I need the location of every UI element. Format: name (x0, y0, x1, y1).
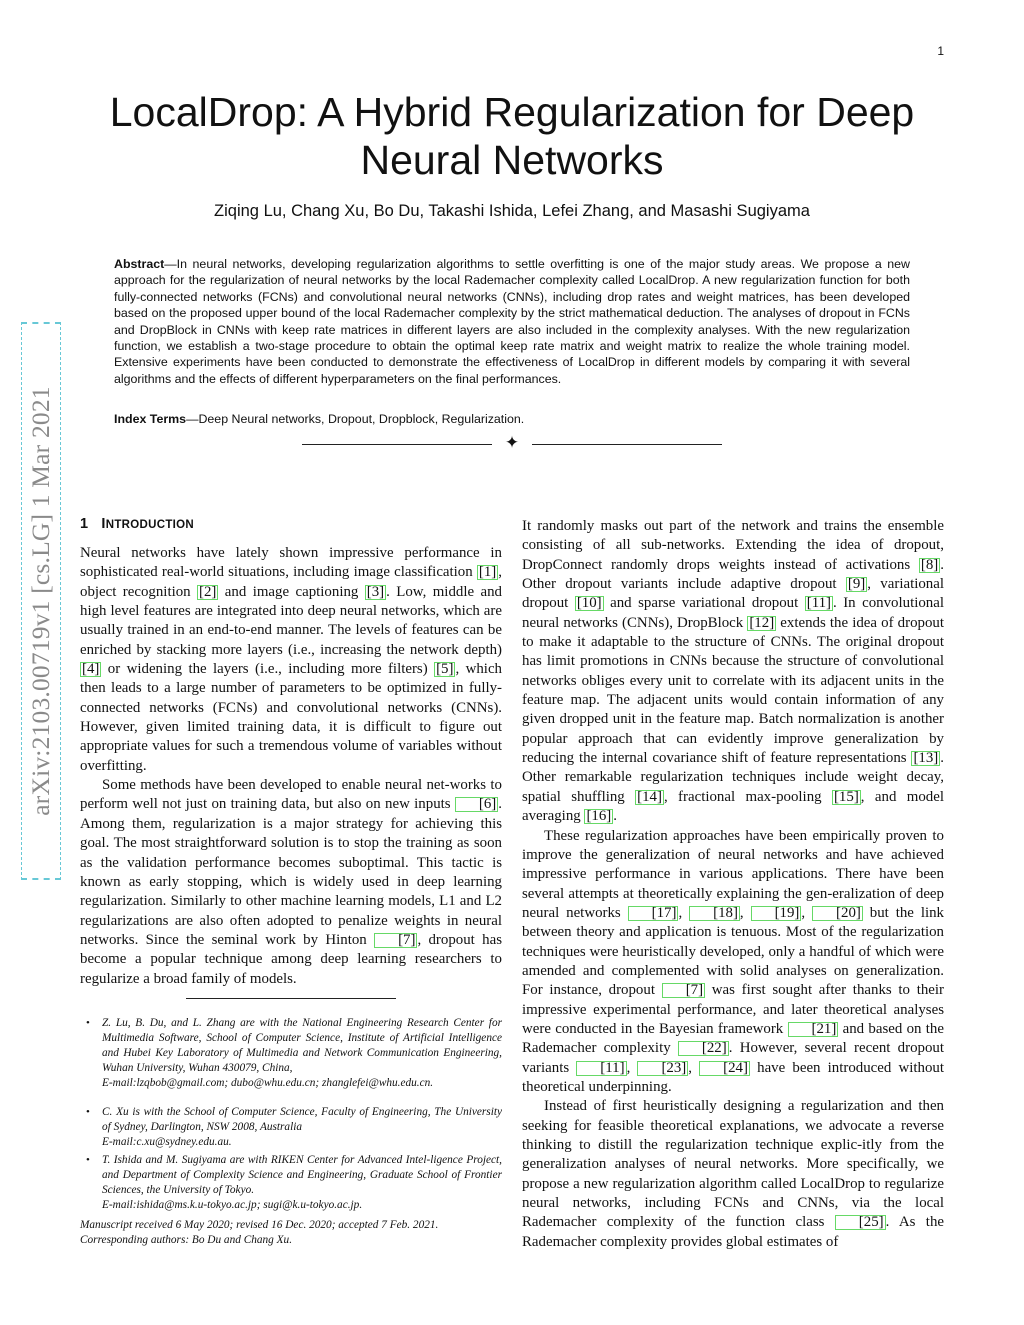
abstract-label: Abstract (114, 257, 165, 271)
text-run: . However, several recent dropout variants (522, 1040, 944, 1076)
right-column (522, 517, 944, 1252)
footnote-rule (186, 998, 396, 999)
text-run: , variational dropout (522, 576, 944, 612)
section-title-rest: NTRODUCTION (105, 519, 194, 531)
citation-link[interactable]: [11] (806, 595, 832, 612)
footnote-text: C. Xu is with the School of Computer Science, Faculty of Engineering, The University of Sydney, Darlington, NSW 2008, Australia (102, 1106, 502, 1133)
citation-link[interactable]: [22] (678, 1041, 729, 1056)
footnote-text: T. Ishida and M. Sugiyama are with RIKEN Center for Advanced Intel-ligence Project, and Department of Complexity Science and Engineering, Graduate School of Frontier Sciences, the University of Tokyo. (102, 1154, 502, 1196)
citation-link[interactable]: [13] (913, 750, 939, 767)
text-run: and image captioning (218, 583, 365, 600)
text-run: and sparse variational dropout (603, 595, 805, 612)
citation-link[interactable]: [20] (812, 906, 863, 921)
paragraph (80, 544, 502, 776)
text-run: , (688, 1059, 700, 1076)
arxiv-identifier (21, 322, 61, 880)
text-run: Neural networks have lately shown impressive performance in sophisticated real-world situations, including image classification (80, 545, 502, 581)
text-run: , (626, 1059, 638, 1076)
text-run: , (739, 904, 751, 921)
text-run: . Other dropout variants include adaptive dropout (522, 556, 944, 593)
footnote-item (86, 1153, 502, 1213)
title-line-1: LocalDrop: A Hybrid Regularization for Deep (109, 89, 915, 135)
text-run: These regularization approaches have been empirically proven to improve the generalization of neural networks and have achieved impressive performance in various applications. There have been several attempts at theoretically explaining the gen-eralization of deep neural networks (522, 827, 944, 921)
paragraph (522, 1097, 944, 1252)
citation-link[interactable]: [19] (751, 906, 802, 921)
text-run: Some methods have been developed to enable neural net-works to perform well not just on training data, but also on new inputs (80, 777, 502, 813)
text-run: , (678, 904, 690, 921)
citation-link[interactable]: [2] (199, 583, 217, 600)
text-run: It randomly masks out part of the network and trains the ensemble consisting of all sub-networks. Extending the idea of dropout, DropConnect randomly drops weights instead of activations (522, 518, 944, 573)
citation-link[interactable]: [3] (366, 583, 385, 600)
text-run: Instead of first heuristically designing a regularization and then seeking for feasible theoretical explanations, we advocate a reverse thinking to distill the regularization technique explic-itly from the generalization analyses of neural networks. More specifically, we propose a new regularization algorithm called LocalDrop to regularize neural networks, including FCNs and CNNs, via the local Rademacher complexity of the function class (522, 1098, 944, 1231)
citation-link[interactable]: [12] (749, 614, 775, 631)
footnote-email: E-mail:c.xu@sydney.edu.au. (102, 1136, 232, 1148)
footnote-item (86, 1105, 502, 1150)
manuscript-note: Manuscript received 6 May 2020; revised 16 Dec. 2020; accepted 7 Feb. 2021. Corresponding authors: Bo Du and Chang Xu. (80, 1219, 439, 1246)
abstract-text: —In neural networks, developing regularization algorithms to settle overfitting is one of the major study areas. We propose a new approach for the regularization of neural networks by the local Rademacher complexity called LocalDrop. A new regularization function for both fully-connected networks (FCNs) and convolutional neural networks (CNNs), including drop rates and weight matrices, has been developed based on the proposed upper bound of the local Rademacher complexity by the strict mathematical deduction. The analyses of dropout in FCNs and DropBlock in CNNs with keep rate matrices in different layers are also included in the complexity analyses. With the new regularization function, we establish a two-stage procedure to obtain the optimal keep rate matrix and weight matrix to realize the whole training model. Extensive experiments have been conducted to demonstrate the effectiveness of LocalDrop in different models by comparing it with several algorithms and the effects of different hyperparameters on the final performances. (114, 257, 910, 386)
index-terms-label: Index Terms (114, 412, 187, 426)
paragraph (522, 517, 944, 827)
footnote-text: Z. Lu, B. Du, and L. Zhang are with the National Engineering Research Center for Multimedia Software, School of Computer Science, Institute of Artificial Intelligence and Hubei Key Laboratory of Multimedia and Network Communication Engineering, Wuhan University, Wuhan 430079, China, (102, 1017, 502, 1074)
section-heading (80, 516, 194, 532)
citation-link[interactable]: [6] (455, 797, 498, 812)
citation-link[interactable]: [7] (662, 983, 705, 998)
left-column (80, 544, 502, 989)
text-run: extends the idea of dropout to make it adaptable to the structure of CNNs. The original dropout has limit promotions in CNNs because the structure of convolutional networks obliges every unit to correlate with its adjacent units in the feature map. The adjacent units would contain information of any given dropped unit in the feature map. Batch normalization is another popular approach that can evidently improve generalization by reducing the internal covariance shift of feature representations (522, 614, 944, 767)
citation-link[interactable]: [9] (847, 576, 866, 593)
author-list: Ziqing Lu, Chang Xu, Bo Du, Takashi Ishida, Lefei Zhang, and Masashi Sugiyama (214, 202, 810, 220)
citation-link[interactable]: [25] (835, 1215, 886, 1230)
citation-link[interactable]: [18] (689, 906, 740, 921)
section-number: 1 (80, 516, 89, 532)
citation-link[interactable]: [8] (920, 556, 939, 573)
citation-link[interactable]: [15] (833, 788, 859, 805)
citation-link[interactable]: [5] (436, 661, 454, 678)
citation-link[interactable]: [1] (478, 564, 497, 581)
citation-link[interactable]: [7] (374, 933, 417, 948)
text-run: , which then leads to a large number of parameters to be optimized in fully-connected networks (FCNs) and convolutional networks (CNNs). However, given limited training data, it is difficult to figure out appropriate values for such a tremendous volume of variables without overfitting. (80, 661, 502, 774)
citation-link[interactable]: [24] (699, 1061, 750, 1076)
text-run: , (801, 904, 813, 921)
text-run: . (613, 808, 617, 825)
footnotes (80, 1016, 502, 1216)
separator-star-icon: ✦ (504, 433, 520, 452)
text-run: . Low, middle and high level features are integrated into deep neural networks, which are usually trained in an end-to-end manner. The levels of features can be enriched by stacking more layers (i.e., increasing the network depth) (80, 583, 502, 658)
text-run: , and model averaging (522, 788, 944, 825)
citation-link[interactable]: [4] (82, 661, 100, 678)
citation-link[interactable]: [14] (637, 788, 662, 805)
text-run: have been introduced without theoretical underpinning. (522, 1059, 944, 1095)
text-run: was first sought after thanks to their impressive experimental performance, and later theoretical analyses were conducted in the Bayesian framework (522, 982, 944, 1037)
separator-rule-left (302, 444, 492, 445)
index-terms (114, 412, 910, 426)
paragraph (522, 827, 944, 1098)
arxiv-identifier-text: arXiv:2103.00719v1 [cs.LG] 1 Mar 2021 (26, 386, 55, 816)
index-terms-text: —Deep Neural networks, Dropout, Dropblock, Regularization. (186, 412, 525, 426)
text-run: and based on the Rademacher complexity (522, 1020, 944, 1057)
citation-link[interactable]: [21] (788, 1022, 839, 1037)
paper-title (70, 88, 954, 184)
footnote-email: E-mail:ishida@ms.k.u-tokyo.ac.jp; sugi@k.u-tokyo.ac.jp. (102, 1199, 363, 1211)
citation-link[interactable]: [10] (576, 595, 602, 612)
section-title-initial: I (101, 516, 106, 532)
bullet-icon: • (86, 1106, 90, 1118)
page-number: 1 (937, 44, 944, 58)
text-run: or widening the layers (i.e., including more filters) (101, 661, 435, 678)
text-run: . In convolutional neural networks (CNNs), DropBlock (522, 595, 944, 631)
footnote-email: E-mail:lzqbob@gmail.com; dubo@whu.edu.cn; zhanglefei@whu.edu.cn. (102, 1077, 434, 1089)
citation-link[interactable]: [16] (586, 808, 612, 825)
bullet-icon: • (86, 1154, 90, 1166)
text-run: , fractional max-pooling (663, 788, 832, 805)
abstract (114, 256, 910, 387)
text-run: , object recognition (80, 564, 502, 600)
bullet-icon: • (86, 1017, 90, 1029)
citation-link[interactable]: [17] (628, 906, 679, 921)
text-run: . Among them, regularization is a major strategy for achieving this goal. The most straightforward solution is to stop the training as soon as the validation performance becomes suboptimal. This tactic is known as early stopping, which is widely used in deep learning regularization. Similarly to other machine learning models, L1 and L2 regularizations are also often adopted to penalize weights in neural networks. Since the seminal work by Hinton (80, 796, 502, 948)
text-run: but the link between theory and application is tenuous. Most of the regularization techniques were heuristically developed, only a handful of which were amended and complemented with solid analyses on generalization. For instance, dropout (522, 904, 945, 999)
text-run: , dropout has become a popular technique among deep learning researchers to regularize a broad family of models. (80, 931, 502, 987)
citation-link[interactable]: [11] (576, 1061, 626, 1076)
citation-link[interactable]: [23] (637, 1061, 688, 1076)
footnote-item (86, 1016, 502, 1091)
title-line-2: Neural Networks (360, 137, 664, 183)
paragraph (80, 776, 502, 989)
text-run: . Other remarkable regularization techniques include weight decay, spatial shuffling (522, 750, 944, 805)
separator-rule-right (532, 444, 722, 445)
text-run: . As the Rademacher complexity provides global estimates of (522, 1214, 944, 1250)
